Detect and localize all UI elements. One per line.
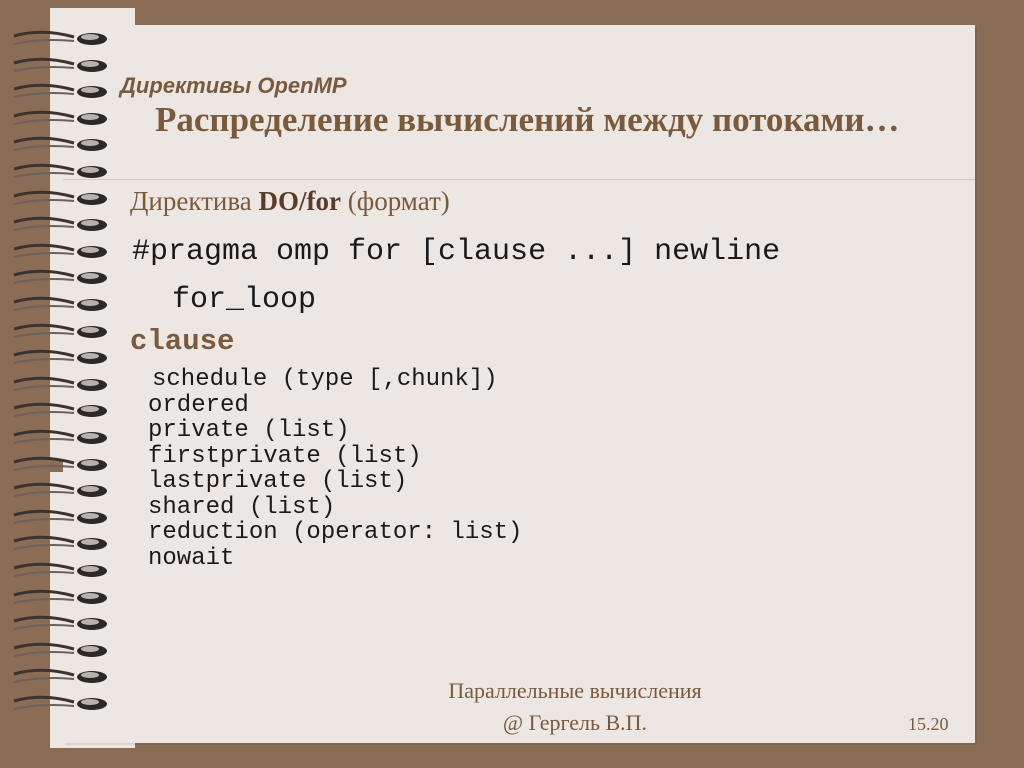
page-number: 15.20 — [908, 714, 949, 734]
binding-ring — [12, 640, 112, 660]
binding-ring — [12, 188, 112, 208]
binding-ring — [12, 241, 112, 261]
binding-ring — [12, 347, 112, 367]
directive-prefix: Директива — [130, 186, 259, 216]
binding-ring — [12, 321, 112, 341]
binding-ring — [12, 108, 112, 128]
binding-ring — [12, 560, 112, 580]
clause-item: reduction (operator: list) — [148, 519, 523, 546]
binding-ring — [12, 267, 112, 287]
binding-ring — [12, 480, 112, 500]
binding-ring — [12, 400, 112, 420]
binding-ring — [12, 81, 112, 101]
binding-ring — [12, 613, 112, 633]
binding-ring — [12, 28, 112, 48]
binding-ring — [12, 507, 112, 527]
clause-list — [148, 367, 522, 571]
binding-ring — [12, 161, 112, 181]
binding-ring — [12, 55, 112, 75]
footer-author: @ Гергель В.П. — [502, 710, 648, 735]
binding-ring — [12, 666, 112, 686]
directive-name: DO/for — [258, 186, 341, 216]
footer-course: Параллельные вычисления — [448, 678, 702, 703]
binding-ring — [12, 134, 112, 154]
binding-ring — [12, 533, 112, 553]
clause-item: schedule (type [,chunk]) — [152, 366, 498, 393]
directive-suffix: (формат) — [340, 186, 450, 216]
clause-item: ordered — [148, 391, 249, 419]
for-loop-line: for_loop — [172, 283, 317, 317]
clause-item: lastprivate (list) — [148, 468, 408, 495]
pragma-line: #pragma omp for [clause ...] newline — [132, 235, 781, 269]
clause-item: nowait — [148, 544, 235, 572]
clause-item: firstprivate (list) — [148, 442, 422, 470]
binding-ring — [12, 214, 112, 234]
binding-ring — [12, 427, 112, 447]
binding-ring — [12, 294, 112, 314]
slide-title: Распределение вычислений между потоками… — [155, 100, 900, 139]
clause-item: private (list) — [148, 417, 350, 444]
binding-ring — [12, 454, 112, 474]
clause-item: shared (list) — [148, 493, 336, 521]
slide-subtitle: Директивы OpenMP — [120, 73, 347, 98]
header-divider — [63, 179, 975, 180]
binding-ring — [12, 693, 112, 713]
footer — [405, 675, 745, 739]
clause-heading: clause — [130, 325, 235, 358]
binding-ring — [12, 374, 112, 394]
binding-ring — [12, 587, 112, 607]
spiral-binding — [12, 28, 112, 748]
directive-heading — [130, 186, 450, 217]
